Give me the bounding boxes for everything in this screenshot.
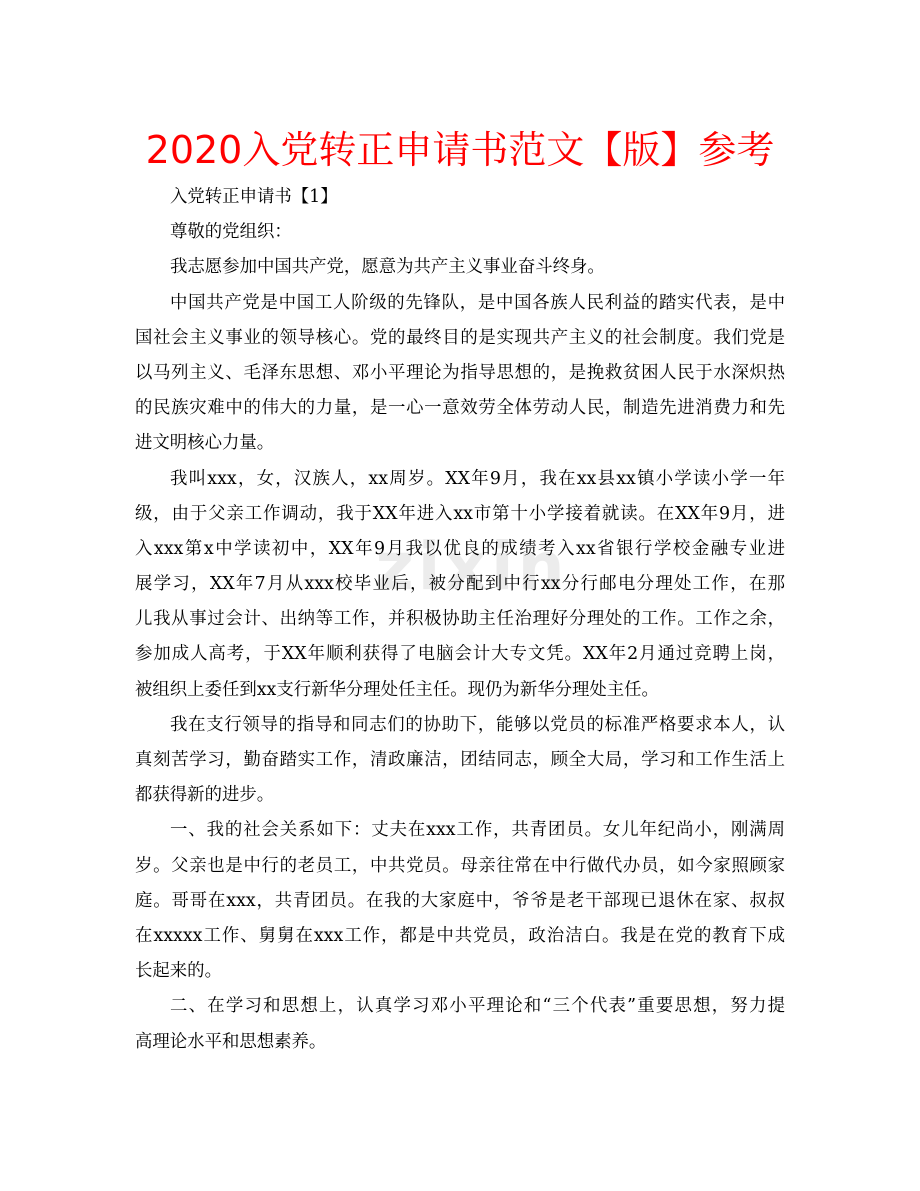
paragraph-line: 级，由于父亲工作调动，我于XX年进入xx市第十小学接着就读。在XX年9月，进 [135,503,785,524]
paragraph-line: 我志愿参加中国共产党，愿意为共产主义事业奋斗终身。 [170,257,605,278]
paragraph-line: 国社会主义事业的领导核心。党的最终目的是实现共产主义的社会制度。我们党是 [135,327,785,348]
paragraph-line: 进文明核心力量。 [135,433,275,454]
paragraph [135,989,785,1059]
paragraph-list [135,250,785,1059]
paragraph-line: 二、在学习和思想上，认真学习邓小平理论和“三个代表”重要思想，努力提 [170,996,785,1017]
section-heading: 入党转正申请书【1】 [170,187,338,207]
paragraph [135,813,785,989]
paragraph-line: 高理论水平和思想素养。 [135,1031,327,1052]
paragraph-line: 长起来的。 [135,961,222,982]
document-title: 2020入党转正申请书范文【版】参考 [145,128,775,172]
paragraph [135,286,785,462]
paragraph-line: 儿我从事过会计、出纳等工作，并积极协助主任治理好分理处的工作。工作之余， [135,609,785,630]
paragraph-line: 中国共产党是中国工人阶级的先锋队，是中国各族人民利益的踏实代表，是中 [170,292,785,313]
paragraph-line: 一、我的社会关系如下：丈夫在xxx工作，共青团员。女儿年纪尚小，刚满周 [170,820,785,841]
paragraph-line: 庭。哥哥在xxx，共青团员。在我的大家庭中，爷爷是老干部现已退休在家、叔叔 [135,890,785,911]
paragraph-line: 在xxxxx工作、舅舅在xxx工作，都是中共党员，政治洁白。我是在党的教育下成 [135,925,785,946]
watermark-logo: zixin [375,528,569,605]
paragraph [135,708,785,814]
paragraph-line: 真刻苦学习，勤奋踏实工作，清政廉洁，团结同志，顾全大局，学习和工作生活上 [135,750,785,770]
document-body [135,180,785,1060]
paragraph-line: 被组织上委任到xx支行新华分理处任主任。现仍为新华分理处主任。 [135,679,659,700]
paragraph [135,250,785,285]
paragraph-line: 岁。父亲也是中行的老员工，中共党员。母亲往常在中行做代办员，如今家照顾家 [135,855,785,876]
paragraph-line: 入xxx第x中学读初中，XX年9月我以优良的成绩考入xx省银行学校金融专业进 [135,538,785,559]
paragraph-line: 以马列主义、毛泽东思想、邓小平理论为指导思想的，是挽救贫困人民于水深炽热 [135,362,785,383]
paragraph-line: 的民族灾难中的伟大的力量，是一心一意效劳全体劳动人民，制造先进消费力和先 [135,398,785,419]
salutation: 尊敬的党组织： [170,222,292,243]
paragraph-line: 我叫xxx，女，汉族人，xx周岁。XX年9月，我在xx县xx镇小学读小学一年 [170,468,785,489]
paragraph-line: 展学习，XX年7月从xxx校毕业后，被分配到中行xx分行邮电分理处工作，在那 [135,574,785,595]
paragraph [135,462,785,708]
paragraph-line: 都获得新的进步。 [135,785,275,806]
paragraph-line: 我在支行领导的指导和同志们的协助下，能够以党员的标准严格要求本人，认 [170,714,785,735]
paragraph-line: 参加成人高考，于XX年顺利获得了电脑会计大专文凭。XX年2月通过竞聘上岗， [135,644,785,665]
